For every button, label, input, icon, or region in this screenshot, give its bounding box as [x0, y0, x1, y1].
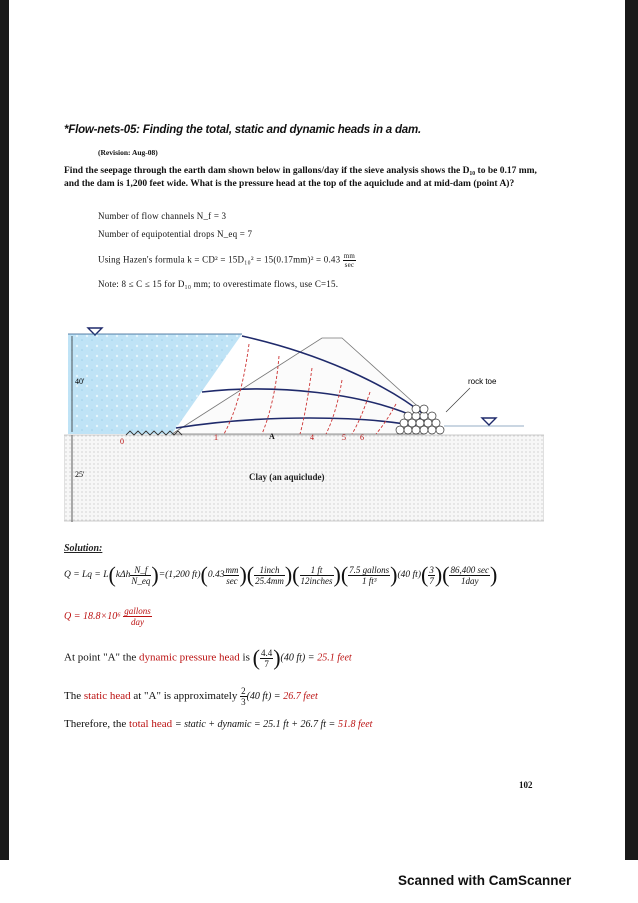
- dynamic-head-line: At point "A" the dynamic pressure head is ( $\frac{4.4}{7}$ )(40 ft) = 25.1 feet: [64, 645, 352, 670]
- result-unit-d: day: [130, 617, 144, 627]
- revision-note: (Revision: Aug-08): [98, 148, 158, 157]
- dyn-n: 4.4: [260, 647, 273, 658]
- eq-ratio-n: 3: [429, 564, 434, 575]
- eq-neq: N_eq: [131, 575, 151, 586]
- given-equipotential-drops: Number of equipotential drops N_eq = 7: [98, 229, 253, 239]
- eq-lhs: Q = Lq = L: [64, 570, 109, 581]
- dyn-mid: (40 ft) =: [280, 652, 315, 664]
- hazen-unit: [343, 252, 356, 269]
- tick-1: 1: [214, 433, 218, 442]
- eq-sign: =: [158, 570, 166, 581]
- tot-mid: = static + dynamic = 25.1 ft + 26.7 ft =: [174, 719, 336, 730]
- scan-edge-left: [0, 0, 9, 860]
- eq-length: (1,200 ft): [165, 570, 201, 581]
- stat-value: 26.7 feet: [283, 691, 318, 703]
- stat-term: static head: [83, 690, 131, 703]
- given-note: Note: 8 ≤ C ≤ 15 for D₁₀ mm; to overestimate flows, use C=15.: [98, 279, 339, 289]
- eq-conv3-n: 7.5 gallons: [349, 564, 390, 575]
- hazen-unit-num: mm: [343, 252, 356, 260]
- solution-heading: Solution:: [64, 543, 103, 554]
- label-25: 25': [75, 470, 85, 479]
- eq-nf: N_f: [130, 565, 151, 576]
- stat-pre: The: [64, 690, 82, 703]
- page-number: 102: [519, 780, 533, 790]
- problem-statement: Find the seepage through the earth dam shown below in gallons/day if the sieve analysis shows the D₁₀ to be 0.17 mm, and the dam is 1,200 feet wide. What is the pressure head at the top of the aquiclude and at mid-dam (point A)?: [64, 166, 537, 189]
- stat-mid: at "A" is approximately: [133, 690, 238, 703]
- tick-4: 4: [310, 433, 314, 442]
- total-head-line: [64, 718, 372, 730]
- tot-term: total head: [129, 718, 173, 730]
- seepage-result: [64, 606, 152, 627]
- eq-k-unit-d: sec: [226, 575, 238, 586]
- result-unit-n: gallons: [124, 606, 151, 616]
- stat-n: 2: [241, 686, 246, 696]
- eq-conv2-d: 12inches: [300, 575, 333, 586]
- dyn-is: is: [242, 651, 250, 664]
- eq-conv3-d: 1 ft³: [361, 575, 377, 586]
- label-40: 40': [75, 377, 85, 386]
- eq-time-n: 86,400 sec: [450, 564, 489, 575]
- tot-pre: Therefore, the: [64, 718, 127, 730]
- hazen-text: Using Hazen's formula k = CD² = 15D₁₀² = 15(0.17mm)² = 0.43: [98, 254, 341, 265]
- given-flow-channels: Number of flow channels N_f = 3: [98, 211, 227, 221]
- result-value: Q = 18.8×10⁶: [64, 610, 121, 622]
- tot-value: 51.8 feet: [338, 719, 373, 730]
- eq-kdh: kΔh: [115, 570, 131, 581]
- stat-d: 3: [241, 697, 246, 707]
- seepage-equation: Q = Lq = L(kΔh $\frac{N\_f}{N\_eq}$ )=(1,200 ft)(0.43 $\frac{mm}{\sec}$ )( $\frac{\text{1inch}}{25.4mm}$ )( $\frac{1 ft}{\text{12inches}}$ )( $\frac{\text{7.5 gallons}}{\text{1 ft³}}$ )(40 ft)( $\frac{3}{7}$ )( $\frac{86,400 \sec}{\text{1day}}$ ): [64, 562, 498, 587]
- eq-k-value: 0.43: [207, 570, 225, 581]
- point-a-label: A: [269, 432, 275, 441]
- tailwater-icon: [482, 418, 496, 425]
- stat-calc: (40 ft) =: [246, 691, 281, 703]
- page-title: *Flow-nets-05: Finding the total, static and dynamic heads in a dam.: [64, 124, 422, 136]
- eq-conv2-n: 1 ft: [300, 565, 334, 576]
- tick-6: 6: [360, 433, 364, 442]
- dyn-d: 7: [264, 658, 269, 669]
- dyn-term: dynamic pressure head: [138, 651, 240, 664]
- tick-5: 5: [342, 433, 346, 442]
- static-head-line: [64, 686, 318, 707]
- dyn-pre: At point "A" the: [64, 651, 137, 664]
- dam-diagram: [64, 322, 544, 527]
- dyn-value: 25.1 feet: [317, 652, 352, 664]
- eq-ratio-d: 7: [429, 575, 434, 586]
- scan-edge-right: [625, 0, 638, 860]
- given-hazen-formula: [98, 252, 356, 269]
- tick-0: 0: [120, 437, 124, 446]
- eq-conv1-n: 1inch: [254, 565, 285, 576]
- scanner-watermark: Scanned with CamScanner: [398, 873, 572, 888]
- clay-label: Clay (an aquiclude): [249, 472, 325, 482]
- eq-k-unit-n: mm: [225, 564, 239, 575]
- rock-toe-label: rock toe: [468, 377, 497, 386]
- eq-head: (40 ft): [397, 570, 421, 581]
- eq-conv1-d: 25.4mm: [255, 575, 284, 586]
- eq-time-d: 1day: [460, 575, 479, 586]
- hazen-unit-den: sec: [344, 261, 355, 269]
